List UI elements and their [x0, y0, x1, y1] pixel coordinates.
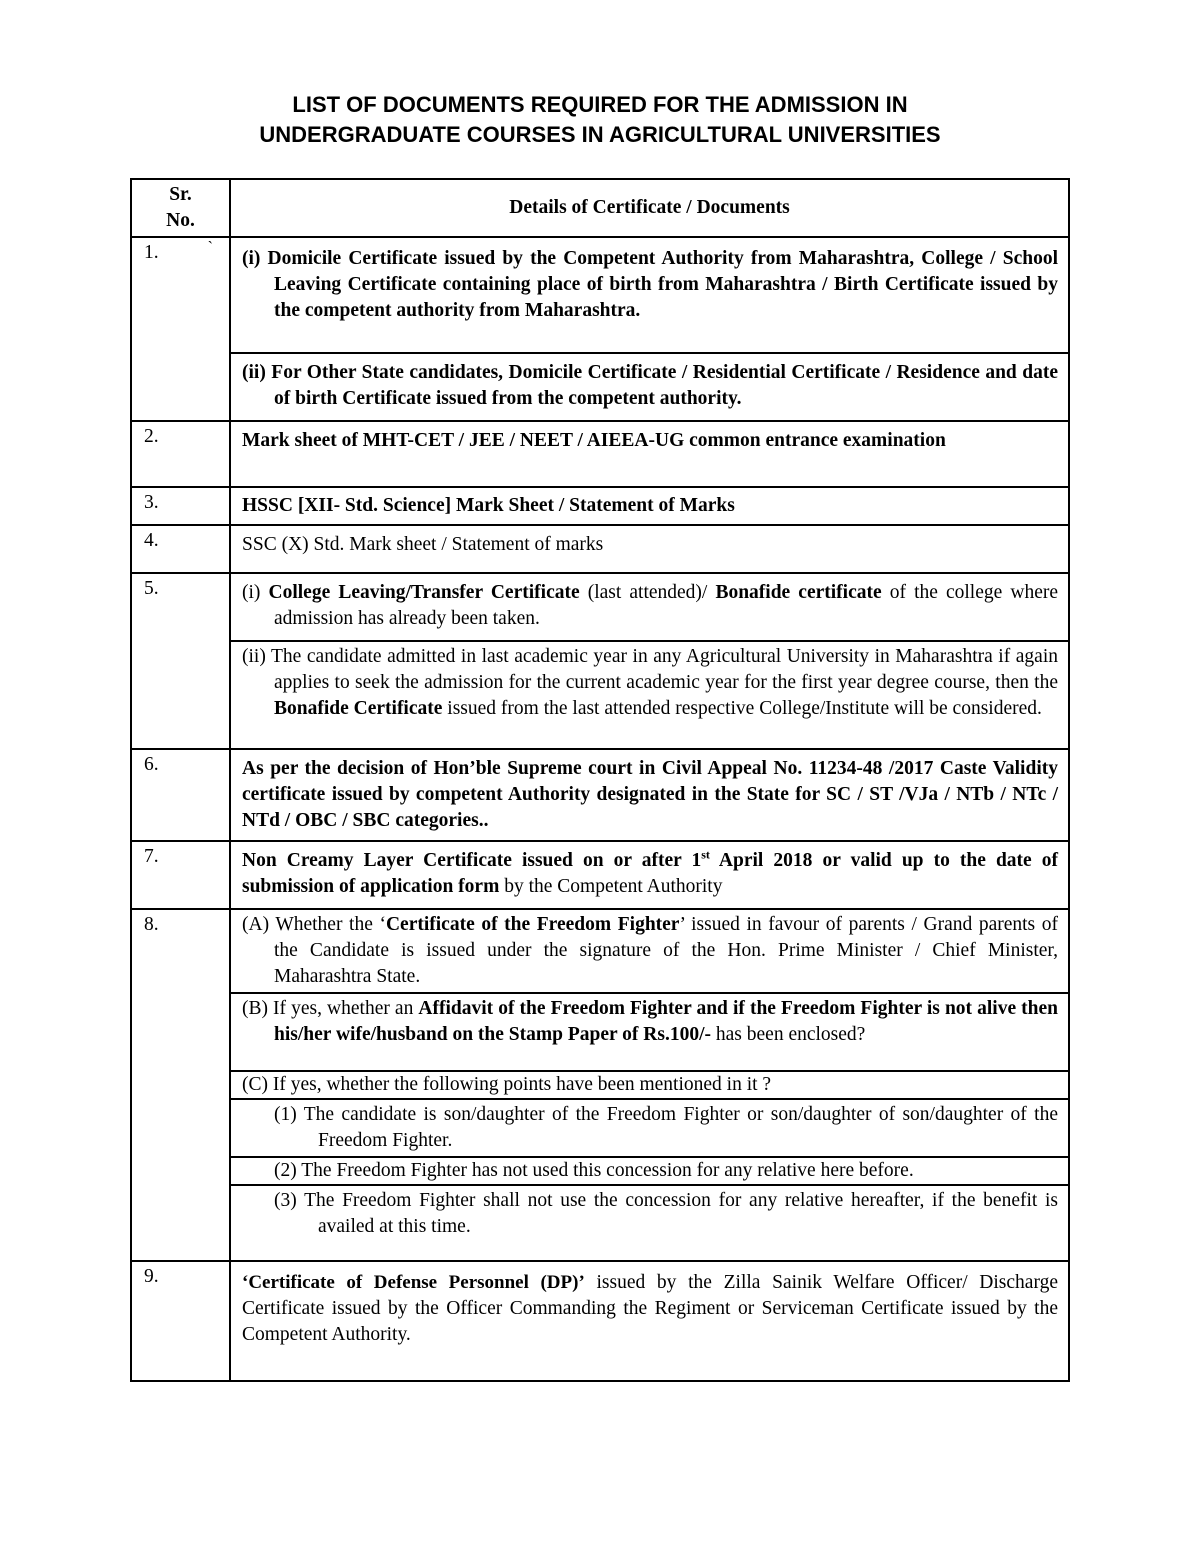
table-row [131, 841, 1069, 909]
documents-table [130, 178, 1070, 1382]
row-8-point-1: (1) The candidate is son/daughter of the Freedom Fighter or son/daughter of son/daughter of the Freedom Fighter. [230, 1099, 1069, 1157]
row-8-point-2: (2) The Freedom Fighter has not used this concession for any relative here before. [230, 1157, 1069, 1185]
row-4-details: SSC (X) Std. Mark sheet / Statement of marks [230, 525, 1069, 573]
row-5-item-ii: (ii) The candidate admitted in last academic year in any Agricultural University in Maharashtra if again applies to seek the admission for the current academic year for the first year degree course, then the Bonafide Certificate issued from the last attended respective College/Institute will be considered. [230, 641, 1069, 749]
sr-cell: 7. [131, 841, 230, 909]
sr-cell: ` 1. [131, 237, 230, 421]
table-row [131, 1261, 1069, 1381]
row-8-item-B: (B) If yes, whether an Affidavit of the Freedom Fighter and if the Freedom Fighter is not alive then his/her wife/husband on the Stamp Paper of Rs.100/- has been enclosed? [230, 993, 1069, 1071]
row-2-details: Mark sheet of MHT-CET / JEE / NEET / AIEEA-UG common entrance examination [230, 421, 1069, 487]
row-9-details: ‘Certificate of Defense Personnel (DP)’ issued by the Zilla Sainik Welfare Officer/ Discharge Certificate issued by the Officer Commanding the Regiment or Serviceman Certificate issued by the Competent Authority. [230, 1261, 1069, 1381]
row-1-item-i: (i) Domicile Certificate issued by the Competent Authority from Maharashtra, College / School Leaving Certificate containing place of birth from Maharashtra / Birth Certificate issued by the competent authority from Maharashtra. [230, 237, 1069, 353]
row-8-item-C: (C) If yes, whether the following points have been mentioned in it ? [230, 1071, 1069, 1099]
sr-cell: 4. [131, 525, 230, 573]
stray-mark: ` [207, 239, 213, 256]
row-3-details: HSSC [XII- Std. Science] Mark Sheet / Statement of Marks [230, 487, 1069, 525]
table-row [131, 525, 1069, 573]
sr-cell: 8. [131, 909, 230, 1261]
table-row [131, 353, 1069, 421]
sr-cell: 9. [131, 1261, 230, 1381]
table-row [131, 421, 1069, 487]
table-row [131, 1185, 1069, 1261]
sr-cell: 3. [131, 487, 230, 525]
table-row [131, 641, 1069, 749]
table-row [131, 749, 1069, 841]
row-5-item-i: (i) College Leaving/Transfer Certificate (last attended)/ Bonafide certificate of the college where admission has already been taken. [230, 573, 1069, 641]
table-row [131, 487, 1069, 525]
title-line-2: UNDERGRADUATE COURSES IN AGRICULTURAL UNIVERSITIES [259, 122, 941, 147]
sr-cell: 5. [131, 573, 230, 749]
row-1-item-ii: (ii) For Other State candidates, Domicile Certificate / Residential Certificate / Residence and date of birth Certificate issued from the competent authority. [230, 353, 1069, 421]
sr-cell: 6. [131, 749, 230, 841]
header-details: Details of Certificate / Documents [230, 179, 1069, 237]
header-sr-no: Sr. No. [131, 179, 230, 237]
row-8-point-3: (3) The Freedom Fighter shall not use the concession for any relative hereafter, if the benefit is availed at this time. [230, 1185, 1069, 1261]
row-6-details: As per the decision of Hon’ble Supreme court in Civil Appeal No. 11234-48 /2017 Caste Validity certificate issued by competent Authority designated in the State for SC / ST /VJa / NTb / NTc / NTd / OBC / SBC categories.. [230, 749, 1069, 841]
table-row [131, 237, 1069, 353]
title-line-1: LIST OF DOCUMENTS REQUIRED FOR THE ADMISSION IN [292, 92, 908, 117]
sr-cell: 2. [131, 421, 230, 487]
row-7-details: Non Creamy Layer Certificate issued on or after 1st April 2018 or valid up to the date of submission of application form by the Competent Authority [230, 841, 1069, 909]
table-row [131, 993, 1069, 1071]
page-title [0, 90, 1200, 150]
table-header-row [131, 179, 1069, 237]
table-row [131, 1099, 1069, 1157]
table-row [131, 1071, 1069, 1099]
table-row [131, 573, 1069, 641]
row-8-item-A: (A) Whether the ‘Certificate of the Freedom Fighter’ issued in favour of parents / Grand parents of the Candidate is issued under the signature of the Hon. Prime Minister / Chief Minister, Maharashtra State. [230, 909, 1069, 993]
table-row [131, 909, 1069, 993]
table-row [131, 1157, 1069, 1185]
